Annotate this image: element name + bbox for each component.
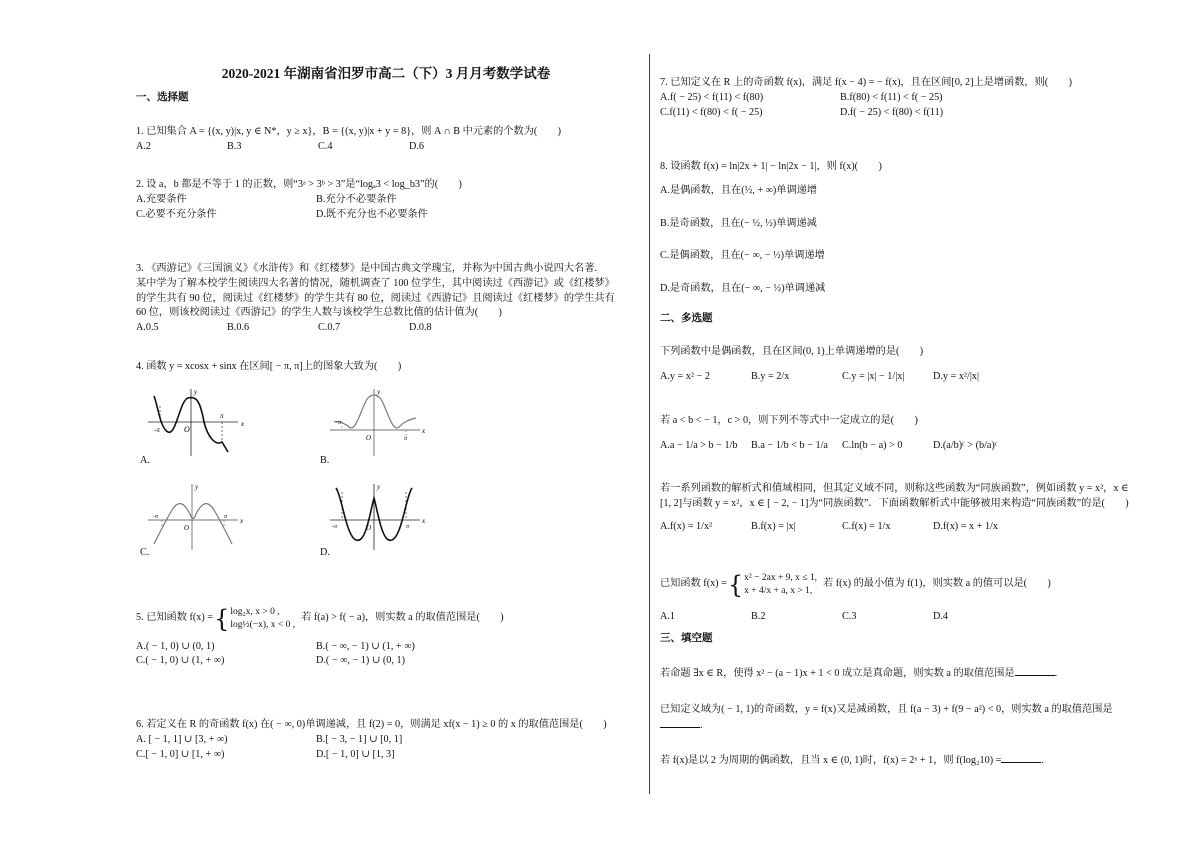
piecewise-cases bbox=[744, 572, 817, 598]
option-a[interactable]: A.y = x² − 2 bbox=[660, 370, 710, 382]
option-b[interactable]: B.f(80) < f(11) < f( − 25) bbox=[840, 91, 943, 103]
neg-pi-label: -π bbox=[332, 524, 338, 530]
option-d[interactable]: D.( − ∞, − 1) ∪ (0, 1) bbox=[316, 655, 405, 667]
option-a[interactable]: A.0.5 bbox=[136, 322, 159, 334]
option-c[interactable]: C.[ − 1, 0] ∪ [1, + ∞) bbox=[136, 748, 225, 760]
option-c[interactable]: C.必要不充分条件 bbox=[136, 208, 217, 220]
axis-y-label: y bbox=[377, 388, 381, 396]
graph-a[interactable] bbox=[144, 386, 244, 458]
question-4 bbox=[136, 360, 636, 375]
option-b[interactable]: B.3 bbox=[227, 140, 242, 152]
question-prefix: 5. 已知函数 f(x) = bbox=[136, 612, 214, 624]
option-b[interactable]: B.a − 1/b < b − 1/a bbox=[751, 439, 828, 451]
question-2 bbox=[136, 178, 636, 222]
option-b[interactable]: B.[ − 3, − 1] ∪ [0, 1] bbox=[316, 733, 403, 745]
left-brace: { bbox=[214, 604, 230, 633]
question-suffix: 若 f(x) 的最小值为 f(1)，则实数 a 的值可以是( ) bbox=[823, 578, 1051, 590]
question-1 bbox=[136, 125, 636, 155]
question-stem-line: 的学生共有 90 位，阅读过《红楼梦》的学生共有 80 位，阅读过《西游记》且阅读过《红楼梦》的学生共有 bbox=[136, 292, 615, 304]
option-c[interactable]: C.ln(b − a) > 0 bbox=[842, 439, 903, 451]
answer-blank[interactable] bbox=[1015, 666, 1055, 676]
option-a[interactable]: A.充要条件 bbox=[136, 193, 187, 205]
option-d[interactable]: D.4 bbox=[933, 610, 948, 622]
option-a[interactable]: A.2 bbox=[136, 140, 151, 152]
option-d[interactable]: D.(a/b)ᶜ > (b/a)ᶜ bbox=[933, 439, 998, 451]
answer-blank[interactable] bbox=[1001, 753, 1041, 763]
graph-c[interactable] bbox=[144, 480, 244, 552]
axis-x-label: x bbox=[241, 420, 244, 428]
option-d[interactable]: D.0.8 bbox=[409, 322, 432, 334]
multi-question-2 bbox=[660, 414, 1160, 454]
multi-question-3 bbox=[660, 482, 1160, 534]
option-b[interactable]: B.f(x) = |x| bbox=[751, 520, 796, 532]
function-curve bbox=[154, 504, 232, 544]
question-stem: 8. 设函数 f(x) = ln|2x + 1| − ln|2x − 1|，则 f(x)( ) bbox=[660, 161, 882, 172]
question-text: 若 f(x)是以 2 为周期的偶函数，且当 x ∈ (0, 1)时，f(x) = 2ˣ + 1，则 f(log₂10) = bbox=[660, 755, 1002, 766]
question-3 bbox=[136, 262, 636, 336]
option-a[interactable]: A. [ − 1, 1] ∪ [3, + ∞) bbox=[136, 733, 228, 745]
fill-question-1 bbox=[660, 666, 1160, 682]
option-d[interactable]: D.6 bbox=[409, 140, 424, 152]
question-stem: 7. 已知定义在 R 上的奇函数 f(x)，满足 f(x − 4) = − f(x)，且在区间[0, 2]上是增函数，则( ) bbox=[660, 77, 1072, 88]
option-d[interactable]: D.既不充分也不必要条件 bbox=[316, 208, 428, 220]
question-prefix: 已知函数 f(x) = bbox=[660, 578, 727, 590]
option-d[interactable]: D.是奇函数，且在(− ∞, − ½)单调递减 bbox=[660, 283, 826, 295]
page-title: 2020-2021 年湖南省汨罗市高二（下）3 月月考数学试卷 bbox=[221, 66, 551, 81]
question-stem-line: 某中学为了解本校学生阅读四大名著的情况，随机调查了 100 位学生，其中阅读过《西游记》或《红楼梦》 bbox=[136, 277, 615, 289]
question-5 bbox=[136, 606, 636, 669]
option-c[interactable]: C.是偶函数，且在(− ∞, − ½)单调递增 bbox=[660, 250, 825, 262]
option-d[interactable]: D.y = x²/|x| bbox=[933, 370, 979, 382]
option-b[interactable]: B.( − ∞, − 1) ∪ (1, + ∞) bbox=[316, 640, 415, 652]
question-7 bbox=[660, 76, 1160, 120]
option-c[interactable]: C.( − 1, 0) ∪ (1, + ∞) bbox=[136, 655, 225, 667]
graph-label-c: C. bbox=[140, 547, 150, 558]
question-text: 已知定义域为( − 1, 1)的奇函数，y = f(x)又是减函数，且 f(a − 3) + f(9 − a²) < 0，则实数 a 的取值范围是 bbox=[660, 704, 1113, 715]
left-column bbox=[136, 0, 636, 848]
section-multi-choice: 二、多选题 bbox=[660, 313, 713, 324]
origin-label: O bbox=[184, 425, 190, 434]
question-end: . bbox=[1041, 755, 1044, 766]
option-a[interactable]: A.f( − 25) < f(11) < f(80) bbox=[660, 91, 764, 103]
multi-question-1 bbox=[660, 345, 1160, 385]
question-stem-line: 60 位，则该校阅读过《西游记》的学生人数与该校学生总数比值的估计值为( ) bbox=[136, 307, 502, 319]
origin-label: O bbox=[184, 524, 190, 532]
question-stem-line: 若一系列函数的解析式和值域相同，但其定义域不同，则称这些函数为“同族函数”，例如函数 y = x²，x ∈ bbox=[660, 483, 1129, 494]
function-curve bbox=[334, 395, 416, 428]
origin-label: O bbox=[366, 524, 372, 532]
option-a[interactable]: A.是偶函数，且在(½, + ∞)单调递增 bbox=[660, 184, 818, 196]
option-b[interactable]: B.0.6 bbox=[227, 322, 250, 334]
fill-question-2 bbox=[660, 703, 1160, 734]
left-brace: { bbox=[727, 570, 744, 599]
section-fill-in: 三、填空题 bbox=[660, 633, 713, 644]
option-c[interactable]: C.f(x) = 1/x bbox=[842, 520, 891, 532]
graph-b[interactable] bbox=[326, 386, 426, 458]
graph-d[interactable] bbox=[326, 480, 426, 552]
option-c[interactable]: C.3 bbox=[842, 610, 857, 622]
section-single-choice: 一、选择题 bbox=[136, 92, 189, 103]
case-1: x² − 2ax + 9, x ≤ 1, bbox=[744, 573, 818, 583]
option-c[interactable]: C.0.7 bbox=[318, 322, 341, 334]
question-end: . bbox=[1054, 668, 1058, 679]
option-b[interactable]: B.是奇函数，且在(− ½, ½)单调递减 bbox=[660, 217, 817, 229]
case-1: log₂x, x > 0 , bbox=[230, 607, 280, 617]
option-c[interactable]: C.y = |x| − 1/|x| bbox=[842, 370, 905, 382]
fill-question-3 bbox=[660, 753, 1160, 769]
axis-x-label: x bbox=[240, 517, 244, 525]
pi-label: π bbox=[220, 412, 224, 420]
question-6 bbox=[136, 718, 636, 762]
pi-label: π bbox=[224, 514, 228, 520]
option-d[interactable]: D.f( − 25) < f(80) < f(11) bbox=[840, 106, 944, 118]
neg-pi-label: -π bbox=[153, 514, 159, 520]
option-b[interactable]: B.y = 2/x bbox=[751, 370, 790, 382]
question-end: . bbox=[700, 719, 703, 731]
question-stem: 4. 函数 y = xcosx + sinx 在区间[ − π, π]上的图象大致为( ) bbox=[136, 361, 402, 372]
option-d[interactable]: D.[ − 1, 0] ∪ [1, 3] bbox=[316, 748, 395, 760]
axis-x-label: x bbox=[422, 427, 426, 435]
question-stem: 下列函数中是偶函数，且在区间(0, 1)上单调递增的是( ) bbox=[660, 346, 924, 357]
origin-label: O bbox=[366, 434, 372, 442]
axis-y-label: y bbox=[195, 483, 199, 491]
axis-x-label: x bbox=[422, 517, 426, 525]
axis-y-label: y bbox=[194, 388, 198, 396]
graph-label-a: A. bbox=[140, 455, 150, 466]
option-d[interactable]: D.f(x) = x + 1/x bbox=[933, 520, 998, 532]
option-b[interactable]: B.充分不必要条件 bbox=[316, 193, 397, 205]
pi-label: π bbox=[404, 436, 408, 442]
graph-label-d: D. bbox=[320, 547, 330, 558]
question-8 bbox=[660, 160, 1160, 297]
question-stem: 若 a < b < − 1，c > 0，则下列不等式中一定成立的是( ) bbox=[660, 415, 918, 426]
neg-pi-label: -π bbox=[336, 420, 342, 426]
question-stem-line: [1, 2]与函数 y = x²，x ∈ [ − 2, − 1]为“同族函数”．下面函数解析式中能够被用来构造“同族函数”的是( ) bbox=[660, 497, 1129, 509]
axis-y-label: y bbox=[377, 483, 381, 491]
case-2: log½(−x), x < 0 , bbox=[230, 619, 296, 630]
option-a[interactable]: A.a − 1/a > b − 1/b bbox=[660, 439, 738, 451]
answer-blank[interactable] bbox=[660, 718, 700, 728]
multi-question-4 bbox=[660, 572, 1160, 624]
option-b[interactable]: B.2 bbox=[751, 610, 766, 622]
option-a[interactable]: A.f(x) = 1/x² bbox=[660, 520, 713, 532]
option-a[interactable]: A.( − 1, 0) ∪ (0, 1) bbox=[136, 640, 215, 652]
question-stem-line: 3. 《西游记》《三国演义》《水浒传》和《红楼梦》是中国古典文学瑰宝，并称为中国古典小说四大名著. bbox=[136, 263, 597, 274]
option-a[interactable]: A.1 bbox=[660, 610, 675, 622]
question-stem: 1. 已知集合 A = {(x, y)|x, y ∈ N*，y ≥ x}，B = {(x, y)|x + y = 8}，则 A ∩ B 中元素的个数为( ) bbox=[136, 126, 562, 137]
question-stem: 6. 若定义在 R 的奇函数 f(x) 在( − ∞, 0)单调递减，且 f(2) = 0，则满足 xf(x − 1) ≥ 0 的 x 的取值范围是( ) bbox=[136, 719, 607, 730]
question-text: 若命题 ∃x ∈ R，使得 x² − (a − 1)x + 1 < 0 成立是真命题，则实数 a 的取值范围是 bbox=[660, 668, 1015, 679]
column-divider bbox=[649, 54, 650, 794]
option-c[interactable]: C.f(11) < f(80) < f( − 25) bbox=[660, 106, 763, 118]
question-stem: 2. 设 a，b 都是不等于 1 的正数，则“3ᵃ > 3ᵇ > 3”是“logₐ3 < log_b3”的( ) bbox=[136, 179, 462, 190]
pi-guide bbox=[162, 520, 224, 528]
pi-label: π bbox=[406, 524, 410, 530]
neg-pi-label: -π bbox=[154, 426, 160, 434]
graph-label-b: B. bbox=[320, 455, 330, 466]
question-suffix: 若 f(a) > f( − a)，则实数 a 的取值范围是( ) bbox=[301, 612, 504, 624]
piecewise-cases bbox=[230, 606, 295, 632]
option-c[interactable]: C.4 bbox=[318, 140, 333, 152]
case-2: x + 4/x + a, x > 1, bbox=[744, 585, 813, 596]
right-column bbox=[660, 0, 1160, 848]
